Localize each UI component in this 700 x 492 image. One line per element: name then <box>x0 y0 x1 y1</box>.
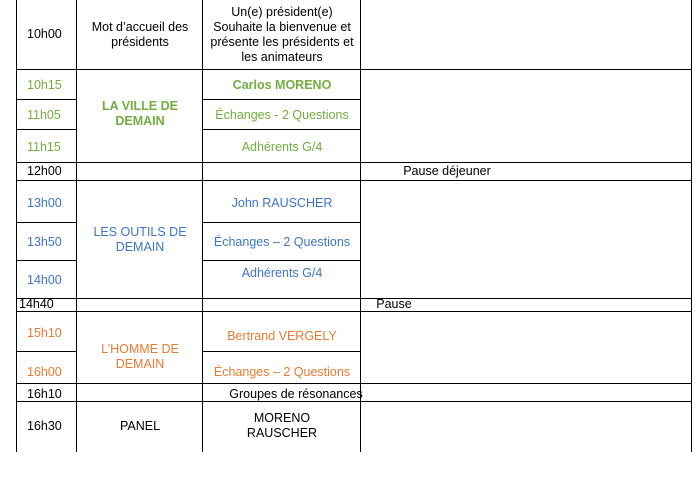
table-border-right <box>691 0 692 452</box>
row-divider <box>16 69 692 70</box>
session-speaker: John RAUSCHER <box>231 196 333 210</box>
time-cell: 12h00 <box>27 164 62 178</box>
time-cell: 16h10 <box>27 387 62 401</box>
theme-cell: PANEL <box>119 419 161 433</box>
time-cell: 13h00 <box>27 196 62 210</box>
row-label: Pause <box>376 297 412 311</box>
column-divider-detail <box>360 0 361 452</box>
time-cell: 16h30 <box>27 419 62 433</box>
detail-cell: MORENO RAUSCHER <box>246 411 318 440</box>
time-cell: 15h10 <box>27 326 62 340</box>
row-divider <box>16 129 77 130</box>
session-item: Adhérents G/4 <box>241 266 323 280</box>
session-speaker: Bertrand VERGELY <box>227 329 337 343</box>
row-divider <box>16 351 77 352</box>
column-divider-time <box>76 0 77 452</box>
row-divider <box>202 351 361 352</box>
time-cell: 11h15 <box>27 140 61 154</box>
time-cell: 14h00 <box>27 273 62 287</box>
time-cell: 13h50 <box>27 235 62 249</box>
session-speaker: Carlos MORENO <box>232 78 332 92</box>
detail-cell: Un(e) président(e) Souhaite la bienvenue et présente les présidents et les animateurs <box>210 5 354 64</box>
row-label: Pause déjeuner <box>403 164 491 178</box>
row-divider <box>16 222 77 223</box>
row-divider <box>202 260 361 261</box>
row-label: Groupes de résonances <box>229 387 363 401</box>
session-item: Échanges – 2 Questions <box>213 365 351 379</box>
row-divider <box>16 162 692 163</box>
row-divider <box>16 99 77 100</box>
row-divider <box>16 180 692 181</box>
row-divider <box>202 222 361 223</box>
row-divider <box>16 383 692 384</box>
theme-cell: Mot d’accueil des présidents <box>91 20 189 49</box>
time-cell: 10h00 <box>27 27 62 41</box>
program-table <box>16 0 692 492</box>
session-item: Échanges - 2 Questions <box>215 108 349 122</box>
theme-cell: LA VILLE DE DEMAIN <box>102 99 178 128</box>
time-cell: 14h40 <box>19 297 54 311</box>
row-divider <box>202 129 361 130</box>
column-divider-theme <box>202 0 203 452</box>
session-item: Adhérents G/4 <box>241 140 323 154</box>
time-cell: 11h05 <box>27 108 61 122</box>
table-border-left <box>16 0 17 452</box>
session-item: Échanges – 2 Questions <box>213 235 351 249</box>
row-divider <box>16 260 77 261</box>
time-cell: 10h15 <box>27 78 62 92</box>
theme-cell: LES OUTILS DE DEMAIN <box>93 225 187 254</box>
row-divider <box>202 99 361 100</box>
theme-cell: L’HOMME DE DEMAIN <box>101 342 179 371</box>
time-cell: 16h00 <box>27 365 62 379</box>
